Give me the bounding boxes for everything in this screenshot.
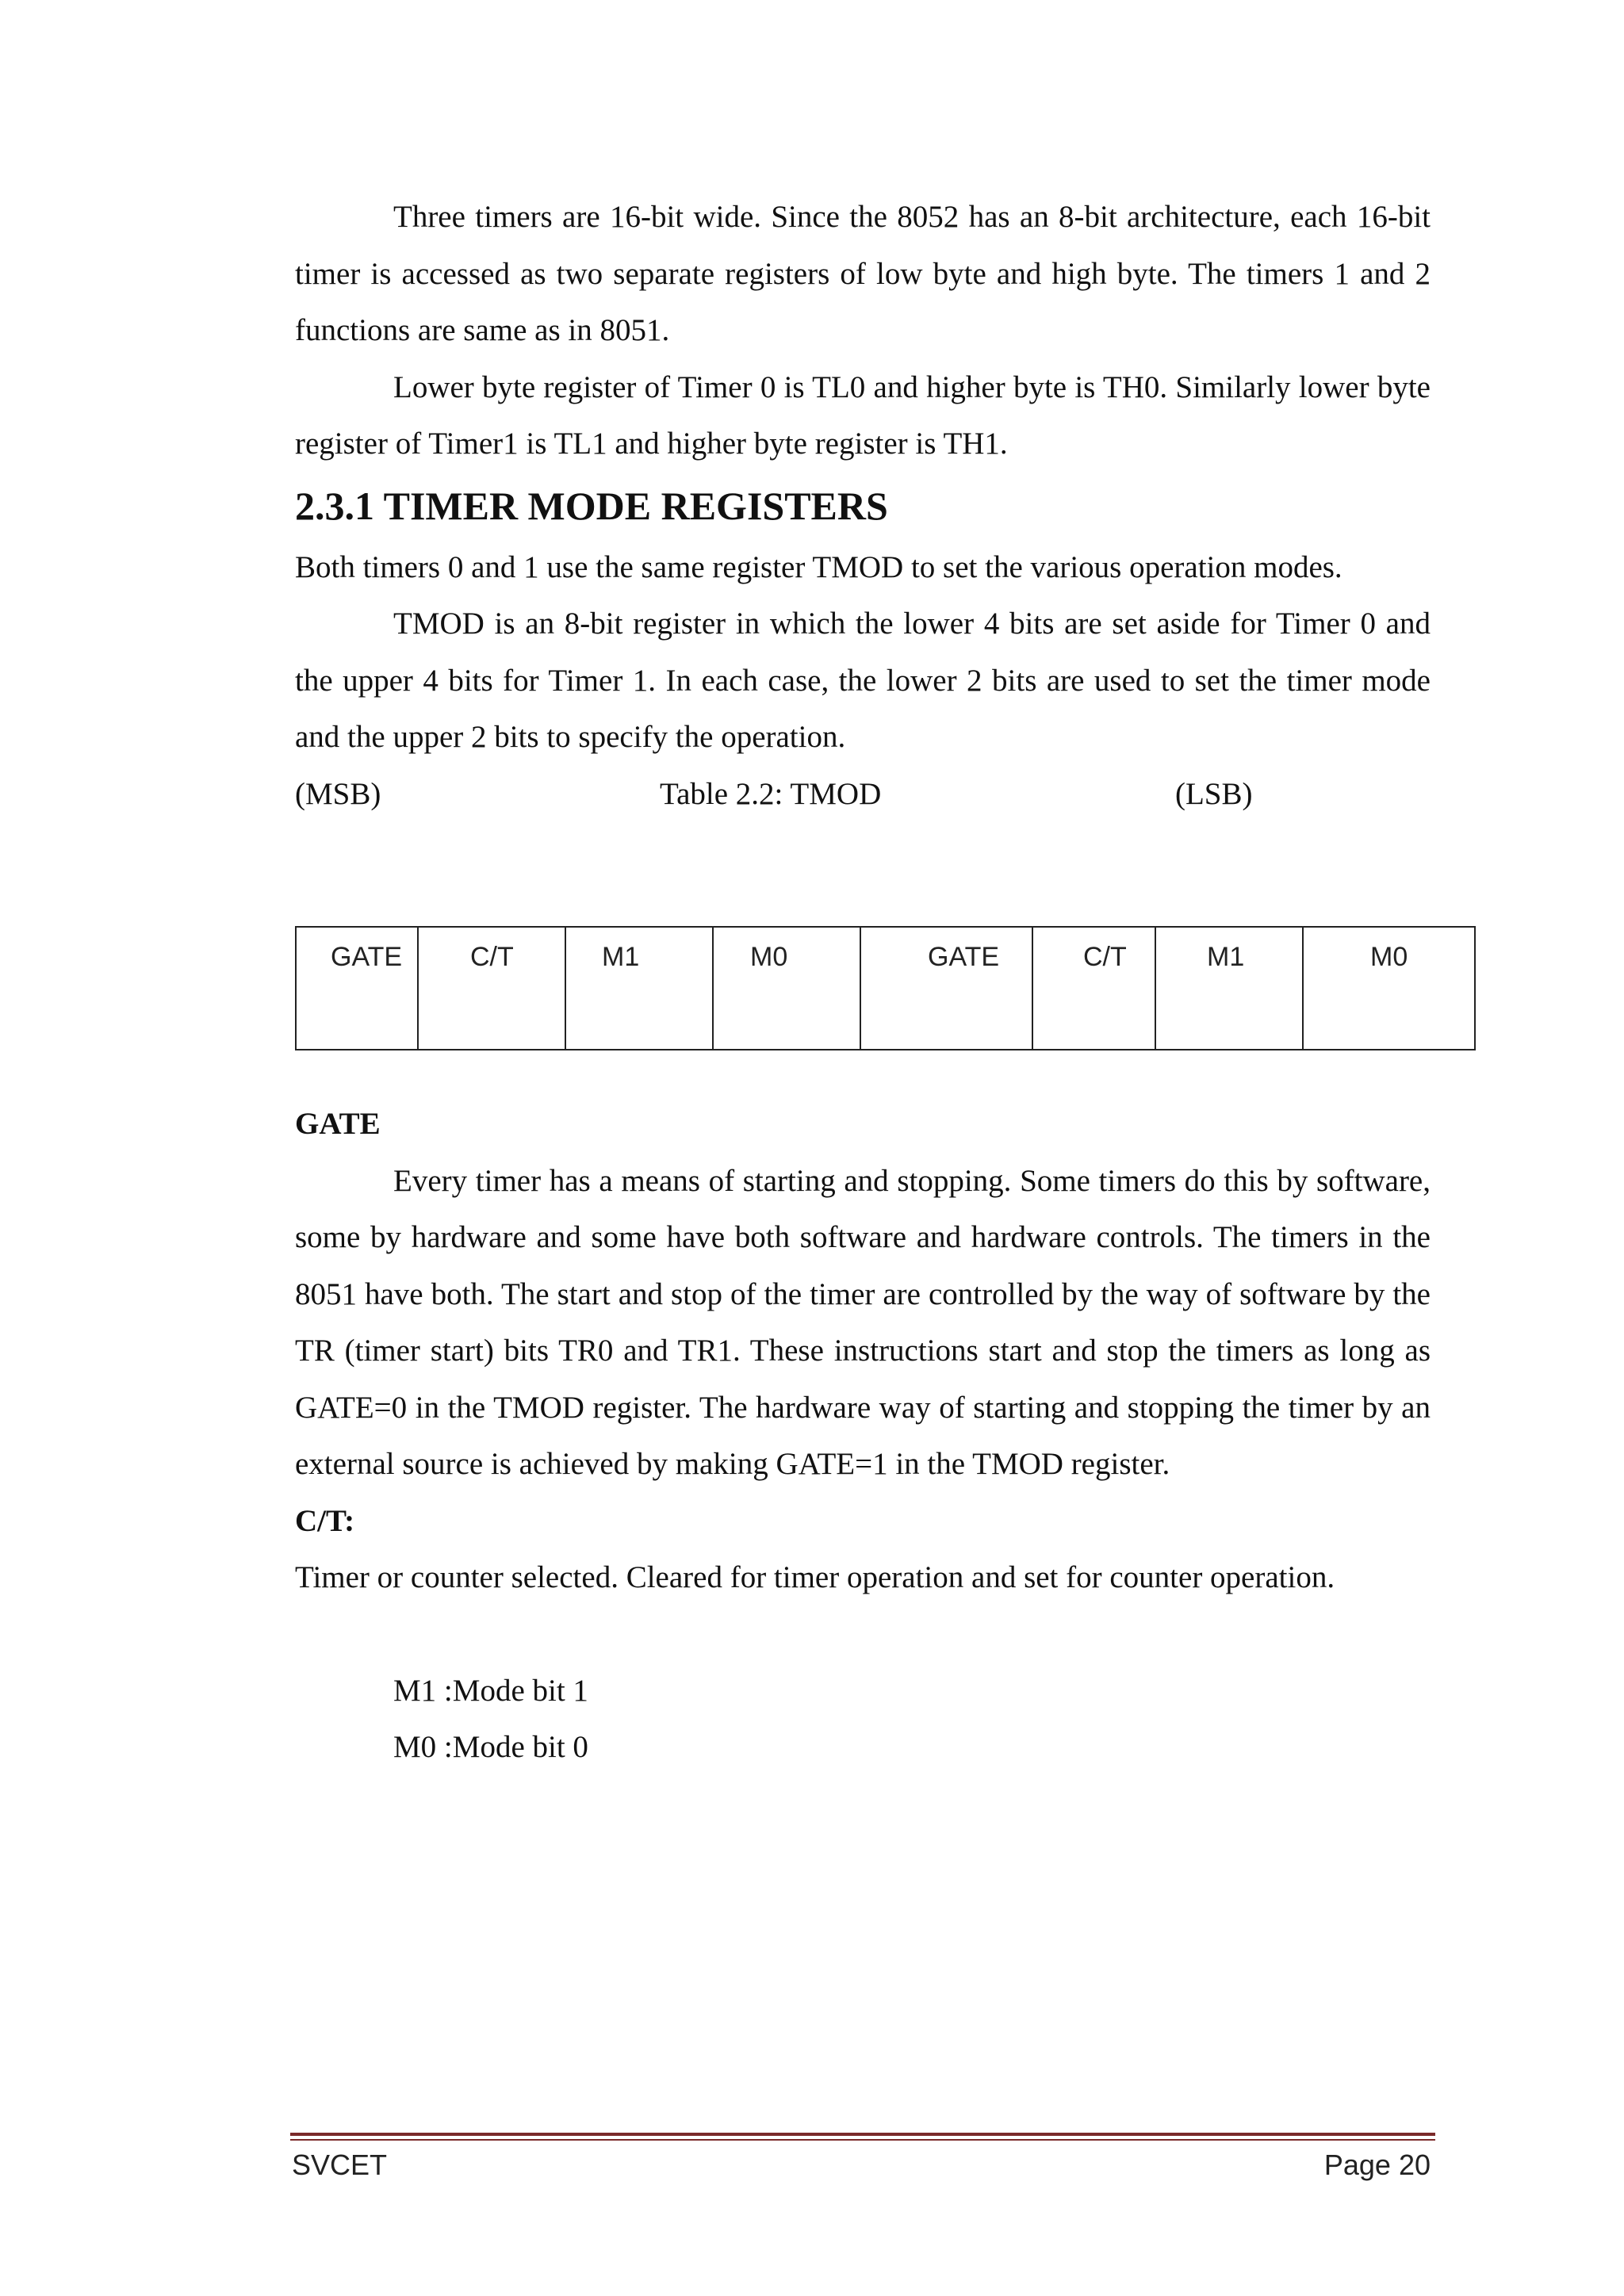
- ct-label: C/T:: [295, 1503, 355, 1538]
- footer-rule: [290, 2133, 1435, 2141]
- gate-paragraph: Every timer has a means of starting and stopping. Some timers do this by software, some by hardware and some have both software and hardware controls. The timers in the 8051 have both. The start and stop of the timer are controlled by the way of software by the TR (timer start) bits TR0 and TR1. These instructions start and stop the timers as long as GATE=0 in the TMOD register. The hardware way of starting and stopping the timer by an external source is achieved by making GATE=1 in the TMOD register.: [295, 1163, 1431, 1481]
- page-content: [295, 189, 1431, 822]
- tmod-cell-gate-timer0: GATE: [860, 927, 1032, 1050]
- msb-label: (MSB): [295, 776, 381, 811]
- mode-bit-0: M0 :Mode bit 0: [393, 1730, 588, 1764]
- section-paragraph-2: TMOD is an 8-bit register in which the lower 4 bits are set aside for Timer 0 and the upper 4 bits for Timer 1. In each case, the lower 2 bits are used to set the timer mode and the upper 2 bits to specify the operation.: [295, 607, 1431, 754]
- tmod-cell-ct-timer0: C/T: [1032, 927, 1155, 1050]
- section-paragraph-1: Both timers 0 and 1 use the same register TMOD to set the various operation modes.: [295, 549, 1342, 584]
- tmod-register-table: [295, 926, 1476, 1050]
- gate-label: GATE: [295, 1107, 381, 1141]
- table-row: [296, 927, 1475, 1050]
- section-heading: 2.3.1 TIMER MODE REGISTERS: [295, 483, 888, 528]
- footer-page-number: Page 20: [1323, 2149, 1431, 2181]
- tmod-cell-m1-timer0: M1: [1155, 927, 1303, 1050]
- mode-bit-1: M1 :Mode bit 1: [393, 1673, 588, 1708]
- tmod-cell-m0-timer1: M0: [713, 927, 860, 1050]
- table-caption-row: [295, 766, 1431, 822]
- footer-institution: SVCET: [292, 2149, 388, 2181]
- ct-paragraph: Timer or counter selected. Cleared for timer operation and set for counter operation.: [295, 1560, 1335, 1594]
- tmod-cell-gate-timer1: GATE: [296, 927, 418, 1050]
- tmod-cell-m0-timer0: M0: [1303, 927, 1475, 1050]
- spacer: [295, 1606, 1431, 1663]
- intro-paragraph-1: Three timers are 16-bit wide. Since the 8052 has an 8-bit architecture, each 16-bit timer is accessed as two separate registers of low byte and high byte. The timers 1 and 2 functions are same as in 8051.: [295, 200, 1431, 347]
- intro-paragraph-2: Lower byte register of Timer 0 is TL0 and higher byte is TH0. Similarly lower byte register of Timer1 is TL1 and higher byte register is TH1.: [295, 369, 1431, 461]
- tmod-cell-ct-timer1: C/T: [418, 927, 565, 1050]
- lower-content: [295, 1096, 1431, 1776]
- lsb-label: (LSB): [1175, 776, 1253, 811]
- table-caption: Table 2.2: TMOD: [660, 776, 882, 811]
- tmod-cell-m1-timer1: M1: [565, 927, 713, 1050]
